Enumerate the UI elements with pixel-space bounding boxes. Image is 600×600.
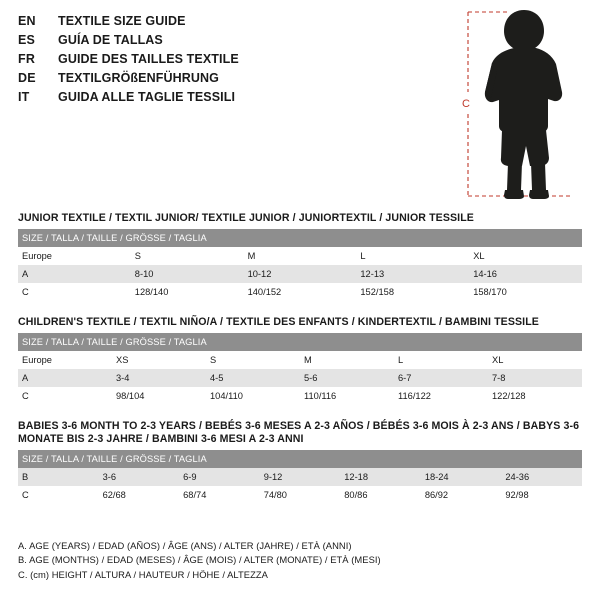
cell: 110/116: [300, 387, 394, 405]
language-code: FR: [18, 52, 36, 66]
cell: 104/110: [206, 387, 300, 405]
cell: 152/158: [356, 283, 469, 301]
cell: S: [131, 247, 244, 265]
table-row: [18, 247, 582, 265]
footnote-height-cm: C. (cm) HEIGHT / ALTURA / HAUTEUR / HÖHE / ALTEZZA: [18, 568, 268, 580]
row-label: Europe: [18, 351, 112, 369]
cell: 12-13: [356, 265, 469, 283]
table-header-row: [18, 450, 582, 468]
row-label: A: [18, 369, 112, 387]
row-label: C: [18, 486, 99, 504]
table-row: [18, 387, 582, 405]
measure-label-c: C: [462, 98, 470, 110]
header-row: [18, 88, 438, 107]
guide-title: GUÍA DE TALLAS: [58, 33, 163, 47]
size-header-label: SIZE / TALLA / TAILLE / GRÖSSE / TAGLIA: [18, 333, 582, 351]
cell: 14-16: [469, 265, 582, 283]
language-code: DE: [18, 71, 36, 85]
cell: 128/140: [131, 283, 244, 301]
size-header-label: SIZE / TALLA / TAILLE / GRÖSSE / TAGLIA: [18, 229, 582, 247]
cell: 140/152: [244, 283, 357, 301]
size-header-label: SIZE / TALLA / TAILLE / GRÖSSE / TAGLIA: [18, 450, 582, 468]
babies-size-table: [18, 450, 582, 504]
cell: 74/80: [260, 486, 341, 504]
language-code: ES: [18, 33, 36, 47]
header-row: [18, 31, 438, 50]
language-header: [18, 12, 438, 107]
guide-title: TEXTILE SIZE GUIDE: [58, 14, 186, 28]
cell: 6-9: [179, 468, 260, 486]
cell: 24-36: [501, 468, 582, 486]
cell: L: [394, 351, 488, 369]
child-silhouette-figure: [452, 6, 592, 202]
language-code: EN: [18, 14, 36, 28]
section-children-textile: [18, 316, 582, 405]
cell: 9-12: [260, 468, 341, 486]
toddler-silhouette: [485, 10, 562, 199]
cell: 80/86: [340, 486, 421, 504]
cell: 6-7: [394, 369, 488, 387]
cell: S: [206, 351, 300, 369]
section-title: CHILDREN'S TEXTILE / TEXTIL NIÑO/A / TEXTILE DES ENFANTS / KINDERTEXTIL / BAMBINI TESSILE: [18, 316, 539, 328]
cell: 5-6: [300, 369, 394, 387]
children-size-table: [18, 333, 582, 405]
cell: 3-6: [99, 468, 180, 486]
footnote-age-years: A. AGE (YEARS) / EDAD (AÑOS) / ÂGE (ANS) / ALTER (JAHRE) / ETÀ (ANNI): [18, 539, 352, 551]
section-title: JUNIOR TEXTILE / TEXTIL JUNIOR/ TEXTILE JUNIOR / JUNIORTEXTIL / JUNIOR TESSILE: [18, 212, 474, 224]
cell: 158/170: [469, 283, 582, 301]
table-row: [18, 486, 582, 504]
header-row: [18, 50, 438, 69]
cell: 68/74: [179, 486, 260, 504]
cell: 116/122: [394, 387, 488, 405]
table-row: [18, 468, 582, 486]
row-label: C: [18, 387, 112, 405]
row-label: C: [18, 283, 131, 301]
table-row: [18, 283, 582, 301]
junior-size-table: [18, 229, 582, 301]
cell: M: [244, 247, 357, 265]
guide-title: TEXTILGRÖßENFÜHRUNG: [58, 71, 219, 85]
cell: 10-12: [244, 265, 357, 283]
cell: 4-5: [206, 369, 300, 387]
section-junior-textile: [18, 212, 582, 301]
table-row: [18, 351, 582, 369]
cell: XL: [488, 351, 582, 369]
row-label: Europe: [18, 247, 131, 265]
footnote-age-months: B. AGE (MONTHS) / EDAD (MESES) / ÂGE (MOIS) / ALTER (MONATE) / ETÀ (MESI): [18, 554, 381, 565]
cell: 122/128: [488, 387, 582, 405]
cell: XL: [469, 247, 582, 265]
section-title: BABIES 3-6 MONTH TO 2-3 YEARS / BEBÉS 3-6 MESES A 2-3 AÑOS / BÉBÉS 3-6 MOIS À 2-3 ANS / BABYS 3-6 MONATE BIS 2-3 JAHRE / BAMBINI 3-6 MESI A 2-3 ANNI: [18, 420, 580, 445]
cell: 86/92: [421, 486, 502, 504]
table-row: [18, 369, 582, 387]
cell: 18-24: [421, 468, 502, 486]
cell: L: [356, 247, 469, 265]
table-header-row: [18, 333, 582, 351]
cell: 98/104: [112, 387, 206, 405]
table-header-row: [18, 229, 582, 247]
cell: 62/68: [99, 486, 180, 504]
language-code: IT: [18, 90, 30, 104]
cell: 7-8: [488, 369, 582, 387]
cell: 8-10: [131, 265, 244, 283]
cell: 3-4: [112, 369, 206, 387]
section-babies-textile: [18, 420, 582, 504]
cell: 92/98: [501, 486, 582, 504]
guide-title: GUIDA ALLE TAGLIE TESSILI: [58, 90, 236, 104]
cell: M: [300, 351, 394, 369]
header-row: [18, 69, 438, 88]
legend-footnotes: [18, 539, 582, 583]
cell: XS: [112, 351, 206, 369]
guide-title: GUIDE DES TAILLES TEXTILE: [58, 52, 239, 66]
row-label: B: [18, 468, 99, 486]
header-row: [18, 12, 438, 31]
table-row: [18, 265, 582, 283]
row-label: A: [18, 265, 131, 283]
cell: 12-18: [340, 468, 421, 486]
